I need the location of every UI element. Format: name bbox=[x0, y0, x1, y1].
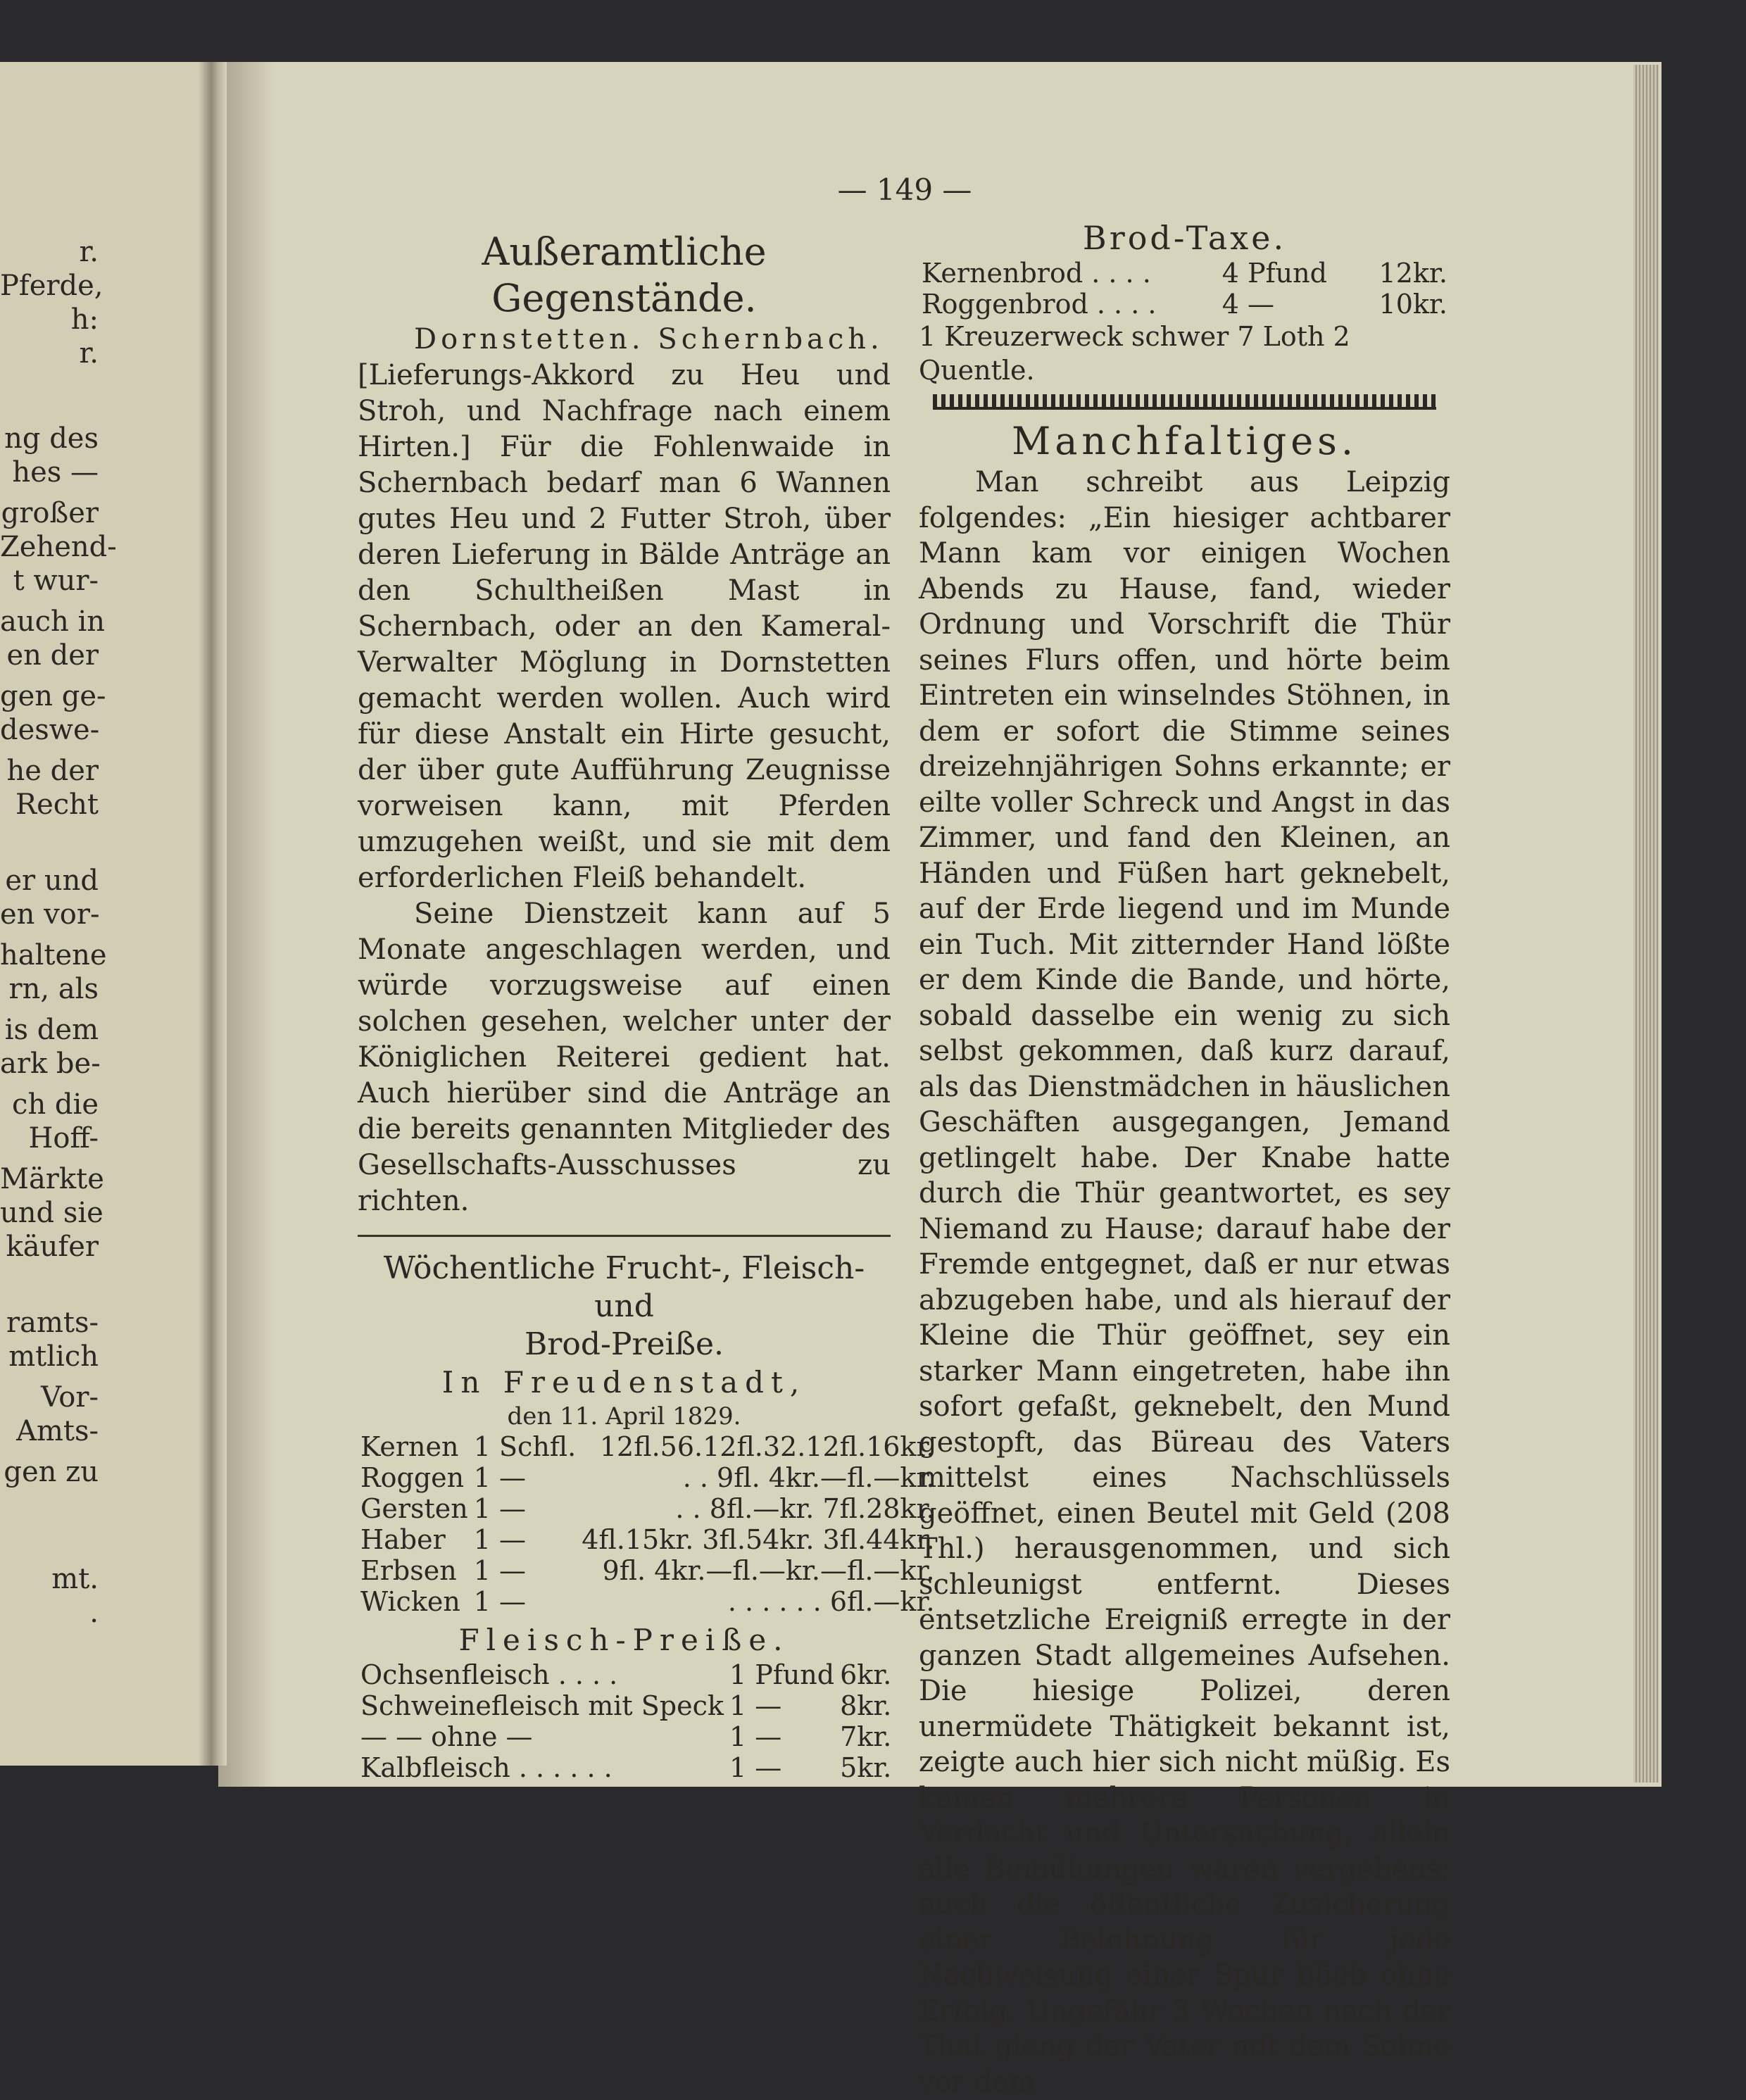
meat-qty: 1 Pfund bbox=[729, 1659, 835, 1690]
grain-qty: 1 — bbox=[473, 1524, 527, 1555]
meat-price-table bbox=[358, 1659, 894, 1783]
left-page-fragment: h: bbox=[70, 303, 99, 336]
grain-prices: . . 9fl. 4kr.—fl.—kr. bbox=[682, 1462, 935, 1493]
meat-item: Ochsenfleisch . . . . bbox=[360, 1659, 618, 1690]
left-page-fragment: großer bbox=[1, 497, 99, 529]
left-page-fragment: ng des bbox=[4, 422, 99, 455]
left-page-fragment: Amts- bbox=[16, 1415, 99, 1447]
notice-paragraph-2: Seine Dienstzeit kann auf 5 Monate angeschlagen werden, und würde vorzugsweise auf einen solchen gesehen, welcher unter der Königlichen Reiterei gedient hat. Auch hierüber sind die Anträge an die bereits genannten Mitglieder des Gesellschafts-Ausschusses zu richten. bbox=[358, 898, 891, 1217]
meat-price: 6kr. bbox=[840, 1659, 892, 1690]
page-shadow bbox=[218, 62, 275, 1787]
grain-qty: 1 Schfl. bbox=[473, 1431, 577, 1462]
left-page-fragment: t wur- bbox=[13, 565, 99, 597]
bread-price-table bbox=[919, 258, 1450, 320]
section-heading: Außeramtliche Gegenstände. bbox=[482, 230, 767, 320]
left-page-fragment: . bbox=[89, 1597, 99, 1629]
grain-item: Gersten bbox=[360, 1493, 468, 1524]
grain-qty: 1 — bbox=[473, 1462, 527, 1493]
bread-qty: 4 Pfund bbox=[1221, 258, 1327, 289]
left-page-fragment: rn, als bbox=[8, 973, 99, 1005]
table-row bbox=[358, 1555, 938, 1586]
grain-prices: 9fl. 4kr.—fl.—kr.—fl.—kr. bbox=[602, 1555, 935, 1586]
meat-qty: 1 — bbox=[729, 1721, 782, 1752]
price-date: den 11. April 1829. bbox=[507, 1402, 741, 1431]
left-page-fragment: Zehend- bbox=[0, 531, 117, 563]
meat-price: 7kr. bbox=[840, 1721, 892, 1752]
meat-price: 8kr. bbox=[840, 1690, 892, 1721]
grain-qty: 1 — bbox=[473, 1586, 527, 1617]
left-page-fragment: auch in bbox=[0, 605, 106, 638]
left-page-fragment: er und bbox=[5, 864, 99, 897]
grain-item: Haber bbox=[360, 1524, 446, 1555]
meat-item: Schweinefleisch mit Speck bbox=[360, 1690, 724, 1721]
left-page-fragment: mtlich bbox=[8, 1340, 99, 1373]
wavy-divider bbox=[933, 394, 1436, 410]
left-page-fragment: Märkte bbox=[0, 1163, 104, 1195]
divider-rule bbox=[358, 1235, 891, 1237]
left-page-fragment: ark be- bbox=[0, 1048, 101, 1080]
left-page-fragment: en der bbox=[6, 639, 99, 672]
left-page-fragment: haltene bbox=[0, 939, 107, 972]
left-page-fragment: Vor- bbox=[41, 1381, 99, 1414]
left-page-fragment: Recht bbox=[15, 788, 99, 821]
meat-qty: 1 — bbox=[729, 1752, 782, 1783]
grain-prices: 12fl.56.12fl.32.12fl.16kr. bbox=[599, 1431, 935, 1462]
table-row bbox=[358, 1752, 894, 1783]
table-row bbox=[358, 1524, 938, 1555]
left-page-fragment: ramts- bbox=[6, 1307, 99, 1339]
left-page-fragment: gen ge- bbox=[0, 680, 106, 712]
left-page-fragment: deswe- bbox=[0, 714, 100, 746]
table-row bbox=[358, 1431, 938, 1462]
grain-item: Roggen bbox=[360, 1462, 465, 1493]
table-row bbox=[358, 1493, 938, 1524]
manchfaltiges-heading: Manchfaltiges. bbox=[1011, 419, 1358, 463]
grain-item: Wicken bbox=[360, 1586, 460, 1617]
left-column bbox=[358, 229, 935, 1783]
table-row bbox=[919, 289, 1450, 320]
meat-item: — — ohne — bbox=[360, 1721, 533, 1752]
left-page-fragment: is dem bbox=[4, 1014, 99, 1046]
prices-heading-line-1: Wöchentliche Frucht-, Fleisch- und bbox=[383, 1250, 865, 1324]
kreuzerweck-line: 1 Kreuzerweck schwer 7 Loth 2 Quentle. bbox=[919, 321, 1350, 386]
bread-price: 12kr. bbox=[1378, 258, 1447, 289]
grain-prices: 4fl.15kr. 3fl.54kr. 3fl.44kr. bbox=[582, 1524, 935, 1555]
left-page-fragment: en vor- bbox=[0, 898, 100, 931]
grain-item: Kernen bbox=[360, 1431, 459, 1462]
left-page-fragment: r. bbox=[79, 236, 99, 268]
meat-qty: 1 — bbox=[729, 1690, 782, 1721]
table-row bbox=[358, 1721, 894, 1752]
bread-item: Kernenbrod . . . . bbox=[922, 258, 1151, 289]
right-column bbox=[919, 218, 1450, 2100]
news-paragraph: Man schreibt aus Leipzig folgendes: „Ein hiesiger achtbarer Mann kam vor einigen Wochen Abends zu Hause, fand, wieder Ordnung und Vorschrift die Thür seines Flurs offen, und hörte beim Eintreten ein winselndes Stöhnen, in dem er sofort die Stimme seines dreizehnjährigen Sohns erkannte; er eilte voller Schreck und Angst in das Zimmer, und fand den Kleinen, an Händen und Füßen hart geknebelt, auf der Erde liegend und im Munde ein Tuch. Mit zitternder Hand lößte er dem Kinde die Bande, und hörte, sobald dasselbe ein wenig zu sich selbst gekommen, daß kurz darauf, als das Dienstmädchen in häuslichen Geschäften ausgegangen, Jemand getlingelt habe. Der Knabe hatte durch die Thür geantwortet, es sey Niemand zu Hause; darauf habe der Fremde entgegnet, daß er nur etwas abzugeben habe, und als hierauf der Kleine die Thür geöffnet, sey ein starker Mann eingetreten, habe ihn sofort gefaßt, geknebelt, den Mund gestopft, das Büreau des Vaters mittelst eines Nachschlüssels geöffnet, einen Beutel mit Geld (208 Thl.) herausgenommen, und sich schleunigst entfernt. Dieses entsetzliche Ereigniß erregte in der ganzen Stadt allgemeines Aufsehen. Die hiesige Polizei, deren unermüdete Thätigkeit bekannt ist, zeigte auch hier sich nicht müßig. Es kamen mehrere Personen in Verdacht und Untersuchung, allein alle Bemühungen waren vergebens; auch die öffentliche Zusicherung einer Belohnung für jede Nachweisung einer Spur blieb ohne Erfolg. Ungefähr 3 Wochen nach der That gieng der Vater mit dem Sohne vor dem bbox=[919, 466, 1450, 2099]
left-page-fragment: he der bbox=[6, 755, 99, 787]
left-page-fragment: mt. bbox=[51, 1563, 99, 1595]
grain-item: Erbsen bbox=[360, 1555, 457, 1586]
grain-prices: . . 8fl.—kr. 7fl.28kr. bbox=[675, 1493, 935, 1524]
grain-price-table bbox=[358, 1431, 938, 1617]
grain-qty: 1 — bbox=[473, 1493, 527, 1524]
meat-prices-heading: Fleisch-Preiße. bbox=[458, 1623, 790, 1657]
meat-price: 5kr. bbox=[840, 1752, 892, 1783]
book-gutter bbox=[199, 62, 227, 1766]
left-page-fragment: Hoff- bbox=[28, 1122, 99, 1155]
place-heading: In Freudenstadt, bbox=[441, 1365, 807, 1400]
bread-item: Roggenbrod . . . . bbox=[922, 289, 1157, 320]
table-row bbox=[358, 1462, 938, 1493]
left-page-fragment: r. bbox=[79, 337, 99, 370]
table-row bbox=[919, 258, 1450, 289]
notice-paragraph-1: [Lieferungs-Akkord zu Heu und Stroh, und Nachfrage nach einem Hirten.] Für die Fohlenwaide in Schernbach bedarf man 6 Wannen gutes Heu und 2 Futter Stroh, über deren Lieferung in Bälde Anträge an den Schultheißen Mast in Schernbach, oder an den Kameral-Verwalter Möglung in Dornstetten gemacht werden wollen. Auch wird für diese Anstalt ein Hirte gesucht, der über gute Aufführung Zeugnisse vorweisen kann, mit Pferden umzugehen weißt, und sie mit dem erforderlichen Fleiß behandelt. bbox=[358, 359, 891, 894]
table-row bbox=[358, 1586, 938, 1617]
dateline: Dornstetten. Schernbach. bbox=[414, 323, 884, 356]
brod-taxe-heading: Brod-Taxe. bbox=[1082, 219, 1287, 257]
left-page-fragment: käufer bbox=[6, 1231, 99, 1263]
left-page-fragment: gen zu bbox=[4, 1456, 99, 1488]
prices-heading-line-2: Brod-Preiße. bbox=[524, 1326, 724, 1362]
left-page-fragment: Pferde, bbox=[0, 270, 103, 302]
left-page-fragment: ch die bbox=[12, 1088, 99, 1121]
grain-qty: 1 — bbox=[473, 1555, 527, 1586]
page-number: — 149 — bbox=[837, 172, 972, 207]
bread-qty: 4 — bbox=[1221, 289, 1275, 320]
table-row bbox=[358, 1659, 894, 1690]
table-row bbox=[358, 1690, 894, 1721]
left-page-fragment: und sie bbox=[0, 1197, 103, 1229]
bread-price: 10kr. bbox=[1378, 289, 1447, 320]
grain-prices: . . . . . . 6fl.—kr. bbox=[727, 1586, 935, 1617]
meat-item: Kalbfleisch . . . . . . bbox=[360, 1752, 613, 1783]
page-edges bbox=[1633, 65, 1659, 1783]
left-page-fragment: hes — bbox=[12, 456, 99, 489]
